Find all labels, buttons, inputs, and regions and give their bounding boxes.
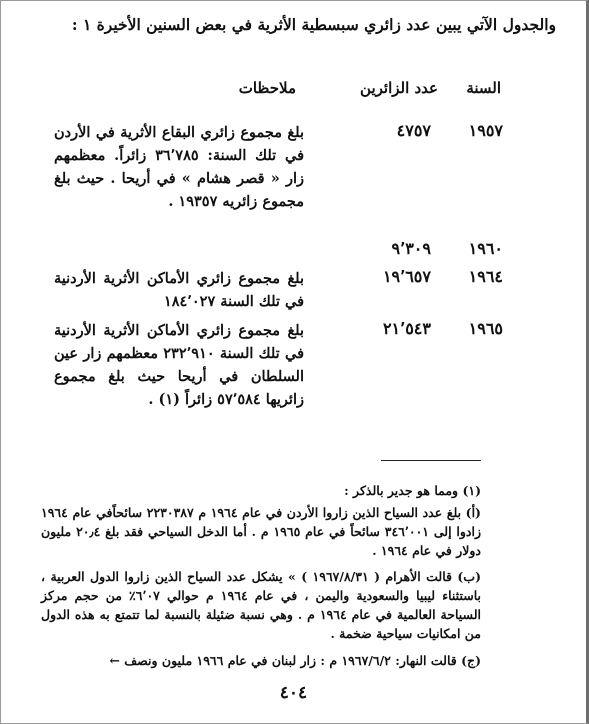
header-notes: ملاحظات bbox=[238, 79, 296, 97]
row-count: ٤٧٥٧ bbox=[396, 121, 431, 140]
header-year: السنة bbox=[466, 79, 501, 97]
row-count: ١٩٬٦٥٧ bbox=[382, 267, 431, 286]
row-year: ١٩٥٧ bbox=[468, 121, 503, 140]
row-note: بلغ مجموع زائري البقاع الأثرية في الأردن في تلك السنة: ٣٦٬٧٨٥ زائراً. معظمهم زار « قصر هشام » في أريحا . حيث بلغ مجموع زائريه ١٩٣٥٧ . bbox=[54, 124, 304, 210]
row-count: ٩٬٣٠٩ bbox=[391, 239, 431, 258]
row-year: ١٩٦٤ bbox=[468, 267, 503, 286]
row-year: ١٩٦٥ bbox=[468, 319, 503, 338]
footnote-separator bbox=[381, 460, 481, 461]
footnote-a: (أ) بلغ عدد السياح الذين زاروا الأردن في عام ١٩٦٤ م ٢٢٣٠٣٨٧ سائحاًفي عام ١٩٦٤ زادوا إلى ٣٤٦٬٠٠١ سائحاً في عام ١٩٦٥ م . أما الدخل السياحي فقد بلغ ٢٠٫٤ مليون دولار في عام ١٩٦٤ . bbox=[41, 505, 481, 558]
intro-sentence: والجدول الآتي يبين عدد زائري سبسطية الأثرية في بعض السنين الأخيرة ١ : bbox=[71, 15, 556, 34]
row-note: بلغ مجموع زائري الأماكن الأثرية الأردنية في تلك السنة ٢٣٢٬٩١٠ معظمهم زار عين السلطان في أريحا حيث بلغ مجموع زائريها ٥٧٬٥٨٤ زائراً (١) . bbox=[54, 322, 304, 408]
footnote-c: (ج) قالت النهار: ١٩٦٧/٦/٢ م : زار لبنان في عام ١٩٦٦ مليون ونصف ← bbox=[109, 653, 481, 668]
header-count: عدد الزائرين bbox=[360, 79, 438, 97]
footnote-b: (ب) قالت الأهرام ( ١٩٦٧/٨/٣١ ) » يشكل عدد السياح الذين زاروا الدول العربية ، باستثناء ليبيا والسعودية واليمن ، في عام ١٩٦٤ م حوالي ٦٬٠٧٪ من حجم مركز السياحة العالمية في عام ١٩٦٤ م . وهي نسبة ضئيلة بالنسبة لما تتمتع به هذه الدول من امكانيات سياحية ضخمة . bbox=[41, 569, 481, 641]
footnote-intro: (١) ومما هو جدير بالذكر : bbox=[344, 483, 481, 498]
row-note: بلغ مجموع زائري الأماكن الأثرية الأردنية في تلك السنة ١٨٤٬٠٢٧ bbox=[54, 270, 304, 310]
page-number: ٤٠٤ bbox=[279, 683, 308, 703]
row-year: ١٩٦٠ bbox=[468, 239, 503, 258]
row-count: ٢١٬٥٤٣ bbox=[382, 319, 431, 338]
